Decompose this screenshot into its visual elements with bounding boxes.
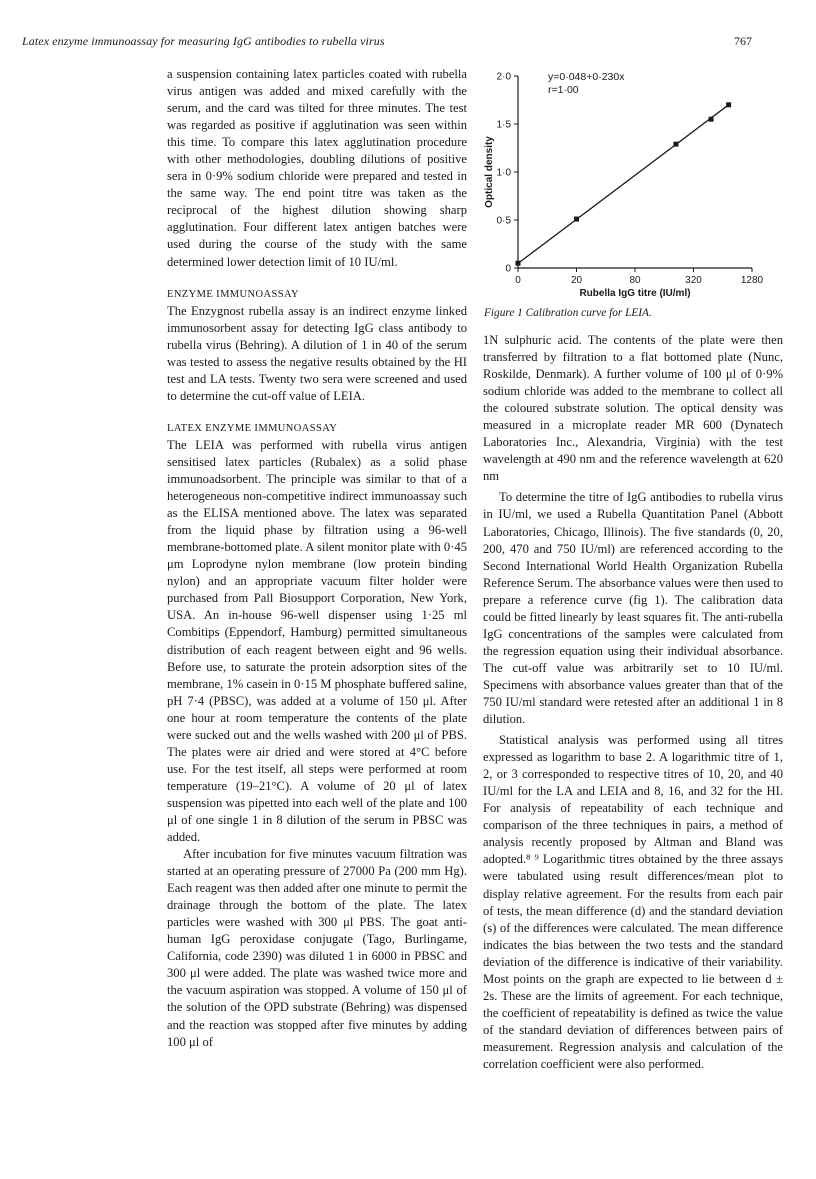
chart-r-value: r=1·00	[548, 84, 579, 96]
section-heading-leia: LATEX ENZYME IMMUNOASSAY	[167, 422, 338, 434]
x-tick-label: 0	[515, 275, 521, 286]
paragraph: After incubation for five minutes vacuum filtration was started at an operating pressure of 27000 Pa (200 mm Hg). Each reagent was then added after one minute to permit the drainage through the bottom of the plate. The latex particles were washed with 300 μl PBS. The goat anti-human IgG peroxidase conjugate (Tago, Burlingame, California, code 2390) was diluted 1 in 6000 in PBSC and 300 μl were added. The plate was washed twice more and the vacuum aspiration was stopped. A volume of 150 μl of the solution of the OPD substrate (Behring) was dispensed and the reaction was stopped after five minutes by adding 100 μl of	[167, 847, 467, 1049]
x-axis-title: Rubella IgG titre (IU/ml)	[579, 288, 691, 299]
data-point	[673, 142, 678, 147]
y-tick-label: 0	[505, 263, 511, 275]
right-column	[483, 332, 783, 1073]
paragraph: a suspension containing latex particles coated with rubella virus antigen was added and mixed carefully with the serum, and the card was tilted for three minutes. The test was regarded as positive if agglutination was seen within this time. To compare this latex agglutination procedure with other methodologies, doubling dilutions of positive sera in 0·9% sodium chloride were prepared and tested in the same way. The end point titre was taken as the reciprocal of the highest dilution showing sharp agglutination. Four different latex antigen batches were used during the course of the study with the same determined lower detection limit of 10 IU/ml.	[167, 67, 467, 269]
regression-line	[518, 105, 729, 264]
calibration-chart	[480, 60, 780, 300]
y-tick-label: 2·0	[496, 71, 511, 83]
x-tick-label: 80	[629, 275, 641, 286]
data-point	[516, 261, 521, 266]
y-tick-label: 0·5	[496, 215, 511, 227]
running-title: Latex enzyme immunoassay for measuring IgG antibodies to rubella virus	[22, 34, 385, 48]
page-number: 767	[734, 34, 752, 48]
y-tick-label: 1·5	[496, 119, 511, 131]
x-tick-label: 20	[570, 275, 583, 286]
y-tick-label: 1·0	[496, 167, 511, 179]
paragraph: To determine the titre of IgG antibodies to rubella virus in IU/ml, we used a Rubella Quantitation Panel (Abbott Laboratories, Chicago, Illinois). The five standards (0, 20, 200, 470 and 750 IU/ml) are referenced according to the Second International World Health Organization Rubella Reference Serum. The absorbance values were then used to prepare a reference curve (fig 1). The calibration data could be fitted linearly by least squares fit. The anti-rubella IgG concentrations of the samples were calculated from the regression equation using their individual absorbance. The cut-off value was arbitrarily set to 10 IU/ml. Specimens with absorbance values greater than that of the 750 IU/ml standard were retested after an additional 1 in 8 dilution.	[483, 490, 783, 727]
data-point	[726, 102, 731, 107]
data-point	[709, 117, 714, 122]
paragraph: The Enzygnost rubella assay is an indirect enzyme linked immunosorbent assay for detecting IgG class antibody to rubella virus (Behring). A dilution of 1 in 40 of the serum was tested to assess the negative results obtained by the HI test and LA tests. Twenty two sera were screened and used to determine the cut-off value of LEIA.	[167, 303, 467, 403]
figure-caption: Figure 1 Calibration curve for LEIA.	[484, 307, 652, 319]
x-tick-label: 320	[685, 275, 702, 286]
y-axis-title: Optical density	[484, 136, 495, 208]
paragraph: Statistical analysis was performed using all titres expressed as logarithm to base 2. A logarithmic titre of 1, 2, or 3 corresponded to respective titres of 10, 20, and 40 IU/ml for the LA and LEIA and 8, 16, and 32 for the HI. For analysis of repeatability of each technique and comparison of the three techniques in pairs, a method of analysis recently proposed by Altman and Bland was adopted.⁸ ⁹ Logarithmic titres obtained by the three assays were tabulated using result differences/mean plot to display relative agreement. For the results from each pair of tests, the mean difference (d) and the standard deviation (s) of the differences were calculated. The mean difference indicates the bias between the two tests and the standard deviation of the difference is indicative of their variability. Most points on the graph are expected to lie between d ± 2s. These are the limits of agreement. For each technique, the coefficient of repeatability is defined as twice the value of the standard deviation of differences between pairs of measurement. Regression analysis and calculation of the correlation coefficient were also performed.	[483, 733, 783, 1071]
section-heading-eia: ENZYME IMMUNOASSAY	[167, 288, 299, 300]
x-tick-label: 1280	[740, 275, 764, 286]
chart-equation: y=0·048+0·230x	[548, 71, 625, 83]
data-point	[574, 217, 579, 222]
paragraph: 1N sulphuric acid. The contents of the plate were then transferred by filtration to a flat bottomed plate (Nunc, Roskilde, Denmark). A further volume of 100 μl of 0·9% sodium chloride was added to the membrane to collect all the coloured substrate solution. The optical density was measured in a microplate reader MR 600 (Dynatech Laboratories Inc., Alexandria, Virginia) with the test wavelength at 490 nm and the reference wavelength at 620 nm	[483, 333, 783, 484]
left-column	[167, 66, 467, 1051]
paragraph: The LEIA was performed with rubella virus antigen sensitised latex particles (Rubalex) as a solid phase immunoadsorbent. The principle was similar to that of a heterogeneous non-competitive indirect immunoassay such as the ELISA mentioned above. The latex was separated from the liquid phase by filtration using a 96-well membrane-bottomed plate. A silent monitor plate with 0·45 μm Loprodyne nylon membrane (low protein binding nylon) and an appropriate vacuum filter holder were purchased from Pall Biosupport Corporation, New York, USA. An in-house 96-well dispenser using 1·25 ml Combitips (Eppendorf, Hamburg) permitted simultaneous distribution of each reagent between eight and 96 wells. Before use, to saturate the protein adsorption sites of the membrane, 1% casein in 0·15 M phosphate buffered saline, pH 7·4 (PBSC), was added at a volume of 150 μl. After one hour at room temperature the contents of the plate were sucked out and the wells washed with 200 μl of PBS. The plates were air dried and were stored at 4°C before use. For the test itself, all steps were performed at room temperature (19–21°C). A volume of 20 μl of latex suspension was pipetted into each well of the plate and 100 μl of one single 1 in 8 dilution of the serum in PBSC was added.	[167, 437, 467, 845]
